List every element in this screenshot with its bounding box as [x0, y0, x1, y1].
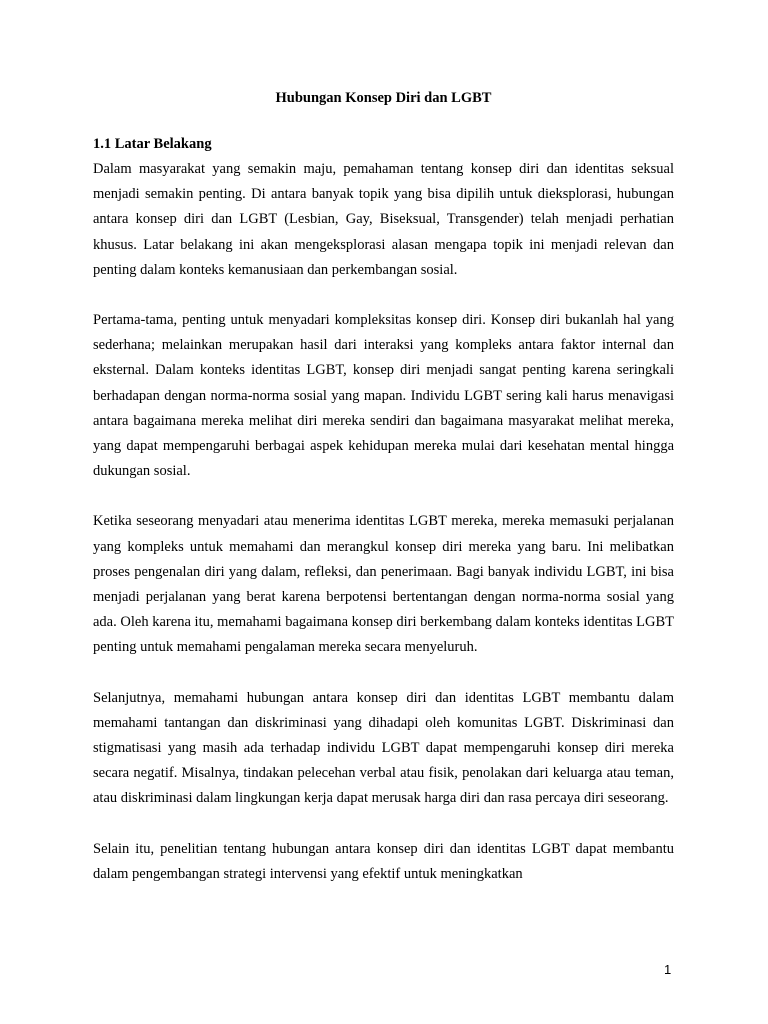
paragraph: Pertama-tama, penting untuk menyadari kompleksitas konsep diri. Konsep diri bukanlah hal yang sederhana; melainkan merupakan hasil dari interaksi yang kompleks antara faktor internal dan eksternal. Dalam konteks identitas LGBT, konsep diri menjadi sangat penting karena seringkali berhadapan dengan norma-norma sosial yang mapan. Individu LGBT sering kali harus menavigasi antara bagaimana mereka melihat diri mereka sendiri dan bagaimana masyarakat melihat mereka, yang dapat mempengaruhi berbagai aspek kehidupan mereka mulai dari kesehatan mental hingga dukungan sosial.	[93, 312, 674, 480]
document-title: Hubungan Konsep Diri dan LGBT	[275, 90, 492, 106]
document-page	[93, 86, 674, 912]
page-number: 1	[664, 962, 672, 977]
section-heading: 1.1 Latar Belakang	[93, 136, 212, 152]
paragraph: Selain itu, penelitian tentang hubungan antara konsep diri dan identitas LGBT dapat membantu dalam pengembangan strategi intervensi yang efektif untuk meningkatkan	[93, 840, 674, 882]
paragraph: Ketika seseorang menyadari atau menerima identitas LGBT mereka, mereka memasuki perjalanan yang kompleks untuk memahami dan merangkul konsep diri mereka yang baru. Ini melibatkan proses pengenalan diri yang dalam, refleksi, dan penerimaan. Bagi banyak individu LGBT, ini bisa menjadi perjalanan yang berat karena berpotensi bertentangan dengan norma-norma sosial yang ada. Oleh karena itu, memahami bagaimana konsep diri berkembang dalam konteks identitas LGBT penting untuk memahami pengalaman mereka secara menyeluruh.	[93, 513, 674, 656]
paragraph: Dalam masyarakat yang semakin maju, pemahaman tentang konsep diri dan identitas seksual menjadi semakin penting. Di antara banyak topik yang bisa dipilih untuk dieksplorasi, hubungan antara konsep diri dan LGBT (Lesbian, Gay, Biseksual, Transgender) telah menjadi perhatian khusus. Latar belakang ini akan mengeksplorasi alasan mengapa topik ini menjadi relevan dan penting dalam konteks kemanusiaan dan perkembangan sosial.	[93, 161, 674, 278]
paragraph: Selanjutnya, memahami hubungan antara konsep diri dan identitas LGBT membantu dalam memahami tantangan dan diskriminasi yang dihadapi oleh komunitas LGBT. Diskriminasi dan stigmatisasi yang masih ada terhadap individu LGBT dapat mempengaruhi konsep diri mereka secara negatif. Misalnya, tindakan pelecehan verbal atau fisik, penolakan dari keluarga atau teman, atau diskriminasi dalam lingkungan kerja dapat merusak harga diri dan rasa percaya diri seseorang.	[93, 689, 674, 807]
